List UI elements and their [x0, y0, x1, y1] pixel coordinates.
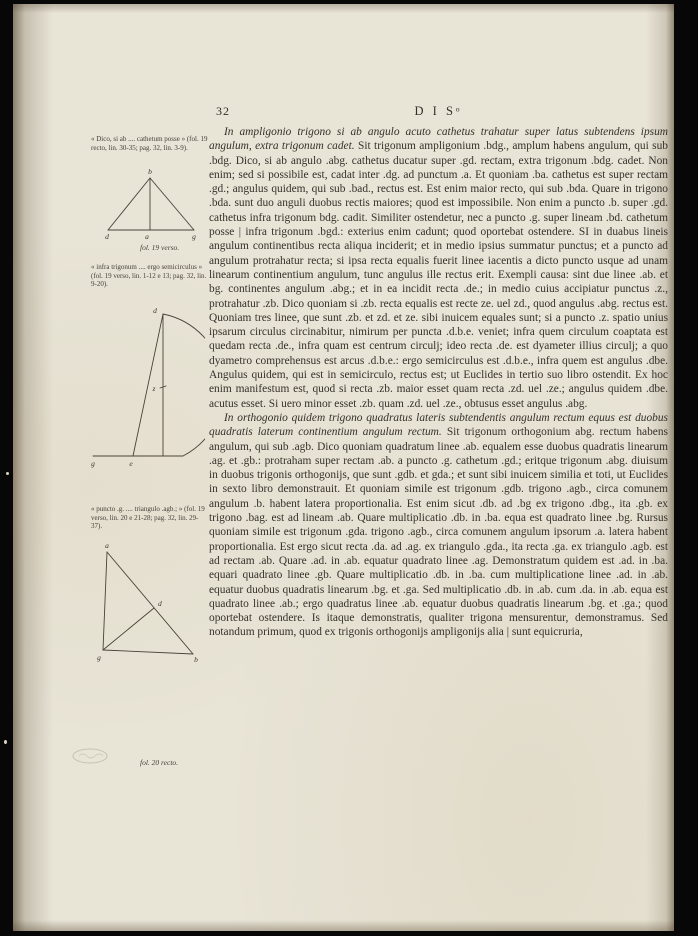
theorem-statement: In orthogonio quidem trigono quadratus lateris subtendentis angulum rectum equus est duobus quadratis laterum continentium angulum rectum. — [209, 411, 668, 439]
page-surface — [13, 4, 674, 931]
marginal-note: « puncto .g. .... triangulo .agb.; » (fol. 19 verso, lin. 20 e 21-28; pag. 32, lin. 29-37). — [91, 505, 205, 531]
point-label-d: d — [153, 306, 157, 315]
marginal-note: « Dico, si ab .... cathetum posse » (fol. 19 recto, lin. 30-35; pag. 32, lin. 3-9). — [91, 135, 208, 152]
scan-speck — [6, 472, 9, 475]
vertex-label-a: a — [145, 232, 149, 241]
paragraph-ampligonio — [209, 125, 668, 411]
figure-right-triangle-altitude — [95, 540, 203, 669]
point-label-z: z — [152, 384, 156, 393]
page-header — [209, 104, 668, 119]
figure-triangle-cathetus — [98, 166, 202, 247]
vertex-label-g: g — [192, 232, 196, 241]
scan-speck — [4, 740, 7, 744]
marginal-note: « infra trigonum .... ergo semicirculus » (fol. 19 verso, lin. 1-12 e 13; pag. 32, lin. 9-20). — [91, 263, 207, 289]
vertex-label-d: d — [105, 232, 109, 241]
figure-caption: fol. 19 verso. — [140, 243, 180, 252]
theorem-statement: In ampligonio trigono si ab angulo acuto cathetus trahatur super latus subtendens ipsum angulum, extra trigonum cadet. — [209, 126, 668, 153]
vertex-label-g: g — [97, 653, 101, 662]
figure-caption: fol. 20 recto. — [140, 758, 179, 767]
proof-text: Sit trigonum ampligonium .bdg., amplum habens angulum, qui sub .bdg. Dico, si ab angulo .abg. cathetus ducatur super .gd. rectam, extra trigonum .bdg. cadet. Non enim; sed si possibile est, cadat inter .dg. ad punctum .a. Et quoniam .ba. cathetus est super rectam .gd.; angulus quidem, qui sub .bad., rectus est. Est enim maior recto, qui sub .bda. Quare in trigono .bda. sunt duo anguli duobus rectis maiores; quod est impossibile. Non enim a puncto .b. super .gd. cathetus infra trigonum bdg. cadit. Similiter ostendetur, nec a puncto .g. super lineam .bd. cathetum posse | infra trigonum .bgd.: exterius enim cadunt; quod oportebat ostendere. SI in duabus lineis angulum continentibus recta aliqua inciderit; et in medio ipsius summatur punctus; et a puncto ad angulum protrahatur recta; si ipsa recta equalis fuerit linee iacentis a dicto puncto usque ad unam linearum continentium angulum, tunc angulus ille rectus erit. Exempli causa: sint due linee .ab. et bg. continentes angulum .abg.; et in ea incidit recta .de.; in medio cuius accipiatur punctus .z., protrahatur .zb. Dico quoniam si .zb. recta equalis est recte ze. uel zd., quod angulus .abg. rectus est. Quoniam tres linee, que sunt .zb. et zd. et ze. sibi inuicem equales sunt; si a puncto .z. spatio unius ipsarum circulus circinabitur, nimirum per puncta .d.b.e. veniet; infra quem circulum coaptata est quedam recta .de., infra quam est centrum circulj; ideo recta .de. est dyameter illius circulj; a quo dyametro comprehensus est arcus .d.b.e.: ergo semicirculus est .d.b.e., infra quem est angulus .dbe. Angulus quidem, qui est in semicirculo, rectus est; ut Euclides in tertio suo libro ostendit. Ex hoc enim manifestum est, quod si recta .zb. maior esset quam recta .zd. uel .ze.; angulus quidem .dbe. acutus esset. Si uero minor esset .zb. quam .zd. uel .ze., obtusus esset angulus .abg. — [209, 140, 668, 410]
proof-text: Sit trigonum orthogonium abg. rectum habens angulum, qui sub .agb. Dico quoniam quadratum linee .ab. equalem esse duobus quadratis linearum .ag. et .gb.: protraham super rectam .ab. a puncto .g. cathetum .gd.; eritque trigonum .abg. diuisum in duobus trigonis orthogonijs, que sunt .gdb. et gda.; et sunt sibi inuicem similia et toti, ut Euclides in sexto libro demonstrauit. Et quoniam simile est trigonum .gdb. trigono .agb., circa comunem angulum .b. habent latera proportionalia. Est enim sicut .db. ad .bg ex trigono .dbg., ita .gb. ex trigono .bag. est ad lineam .ab. Quare multiplicatio .db. in .ba. equa est quadrato linee .bg. Rursus quoniam simile est trigonum .gda. trigono .agb., circa comunem angulum ipsorum .a. latera habent proportionalia. Est ergo sicut recta .da. ad .ag. ex triangulo .gda., ita recta .ga. ex triangulo .agb. est ad rectam .ab. Quare .ad. in .ab. equatur quadrato linee .ag. Demonstratum quidem est .ad. in .ba. equari quadrato linee .gb. Quare multiplicatio .db. in .ba. cum multiplicatione linee .ad. in .ab. equatur duobus quadratis linearum .bg. et .ga. Sed multiplicatio .db. in .ab. cum .da. in .ab. equa est quadrato linee .ab.; ergo quadratus linee .ab. equatur duobus quadratis linearum .bg. et .ga.; quod oportebat ostendere. Is itaque demonstratis, qualiter trigona mensurentur, demonstramus. Sed notandum primum, quod ex trigonis orthogonijs ampligonijs alia | sunt equicruria, — [209, 426, 668, 639]
vertex-label-d: d — [158, 599, 162, 608]
vertex-label-b: b — [194, 655, 198, 664]
running-title: D I Sᵒ — [414, 104, 463, 118]
page-number: 32 — [216, 104, 230, 118]
library-stamp — [71, 746, 111, 771]
figure-semicircle-construction — [85, 300, 205, 475]
point-label-g: g — [91, 459, 95, 468]
vertex-label-b: b — [148, 167, 152, 176]
point-label-e: e — [129, 459, 133, 468]
main-text-column — [209, 125, 668, 640]
paragraph-orthogonio — [209, 411, 668, 640]
vertex-label-a: a — [105, 541, 109, 550]
